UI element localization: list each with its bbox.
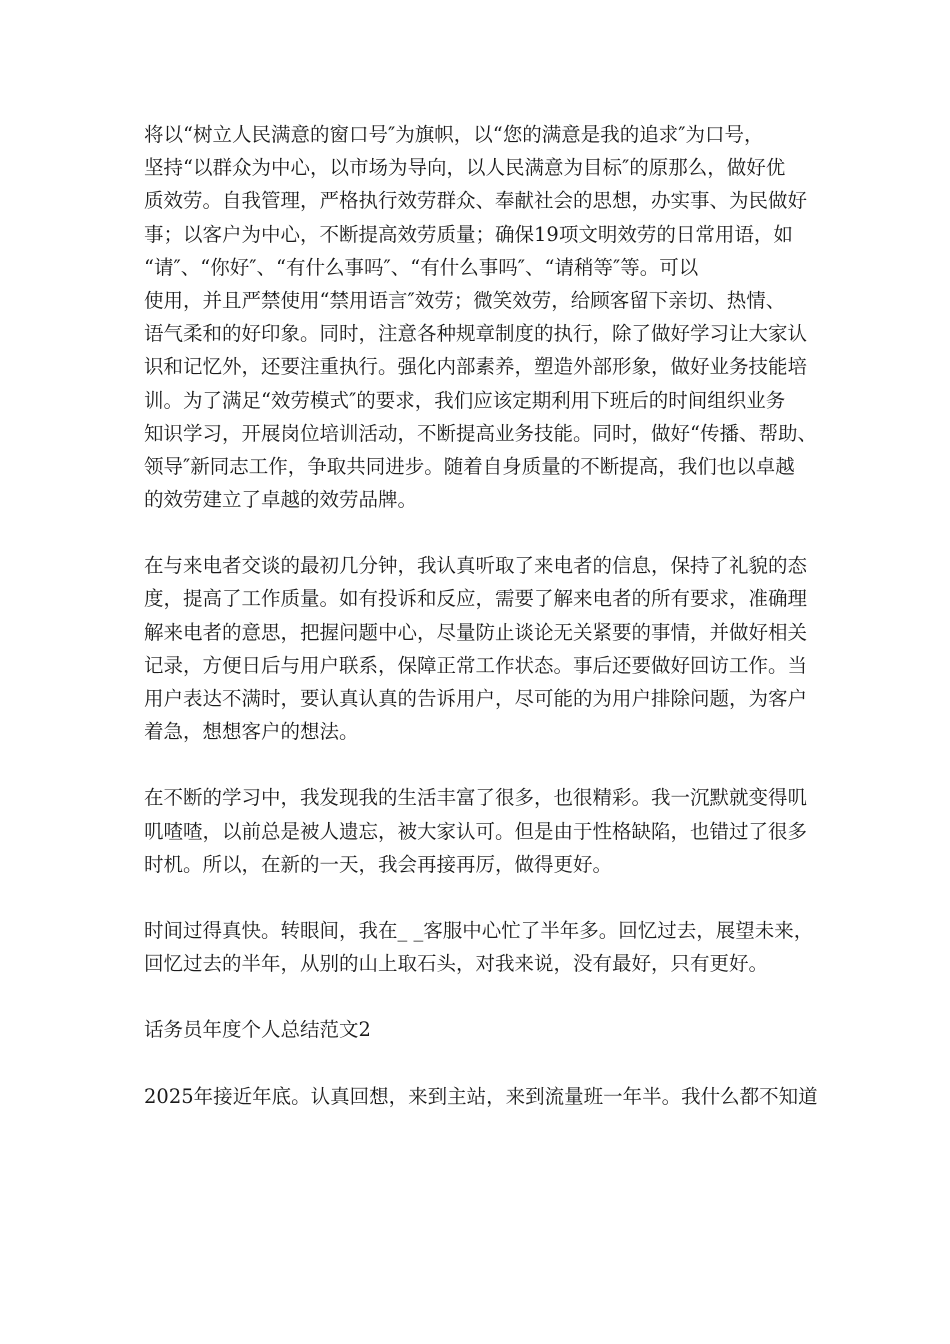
paragraph-line: 着急，想想客户的想法。: [144, 720, 359, 744]
paragraph-line: 2025年接近年底。认真回想，来到主站，来到流量班一年半。我什么都不知道: [144, 1084, 818, 1108]
paragraph-line: 回忆过去的半年，从别的山上取石头，对我来说，没有最好，只有更好。: [144, 952, 769, 976]
paragraph-gap: [144, 1047, 804, 1080]
paragraph-line: “请″、“你好″、“有什么事吗″、“有什么事吗″、“请稍等″等。可以: [144, 255, 699, 279]
paragraph-line: 语气柔和的好印象。同时，注意各种规章制度的执行，除了做好学习让大家认: [144, 322, 808, 346]
paragraph-line: 时间过得真快。转眼间，我在_ _客服中心忙了半年多。回忆过去，展望未来，: [144, 918, 814, 942]
paragraph-line: 使用，并且严禁使用“禁用语言″效劳；微笑效劳，给顾客留下亲切、热情、: [144, 288, 786, 312]
paragraph-line: 识和记忆外，还要注重执行。强化内部素养，塑造外部形象，做好业务技能培: [144, 355, 808, 379]
paragraph-line: 在不断的学习中，我发现我的生活丰富了很多，也很精彩。我一沉默就变得叽: [144, 786, 808, 810]
paragraph-line: 的效劳建立了卓越的效劳品牌。: [144, 488, 418, 512]
paragraph-line: 领导″新同志工作，争取共同进步。随着自身质量的不断提高，我们也以卓越: [144, 454, 795, 478]
document-body: [144, 118, 818, 1113]
paragraph-line: 知识学习，开展岗位培训活动，不断提高业务技能。同时，做好“传播、帮助、: [144, 421, 817, 445]
paragraph-line: 记录，方便日后与用户联系，保障正常工作状态。事后还要做好回访工作。当: [144, 653, 808, 677]
paragraph-gap: [144, 516, 804, 549]
paragraph-line: 质效劳。自我管理，严格执行效劳群众、奉献社会的思想，办实事、为民做好: [144, 189, 808, 213]
paragraph-line: 事；以客户为中心，不断提高效劳质量；确保19项文明效劳的日常用语，如: [144, 222, 793, 246]
paragraph-line: 解来电者的意思，把握问题中心，尽量防止谈论无关紧要的事情，并做好相关: [144, 620, 808, 644]
paragraph-line: 用户表达不满时，要认真认真的告诉用户，尽可能的为用户排除问题，为客户: [144, 687, 808, 710]
paragraph-line: 在与来电者交谈的最初几分钟，我认真听取了来电者的信息，保持了礼貌的态: [144, 554, 808, 578]
paragraph-gap: [144, 980, 804, 1013]
paragraph-gap: [144, 748, 804, 781]
paragraph-line: 度，提高了工作质量。如有投诉和反应，需要了解来电者的所有要求，准确理: [144, 587, 808, 611]
paragraph-line: 将以“树立人民满意的窗口号″为旗帜，以“您的满意是我的追求″为口号，: [144, 123, 764, 146]
section-heading: 话务员年度个人总结范文2: [144, 1018, 371, 1042]
paragraph-line: 时机。所以，在新的一天，我会再接再厉，做得更好。: [144, 852, 613, 876]
paragraph-line: 坚持“以群众为中心，以市场为导向，以人民满意为目标″的原那么，做好优: [144, 156, 786, 180]
paragraph-gap: [144, 881, 804, 914]
paragraph-line: 训。为了满足“效劳模式″的要求，我们应该定期利用下班后的时间组织业务: [144, 388, 786, 412]
paragraph-line: 叽喳喳，以前总是被人遗忘，被大家认可。但是由于性格缺陷，也错过了很多: [144, 819, 808, 843]
